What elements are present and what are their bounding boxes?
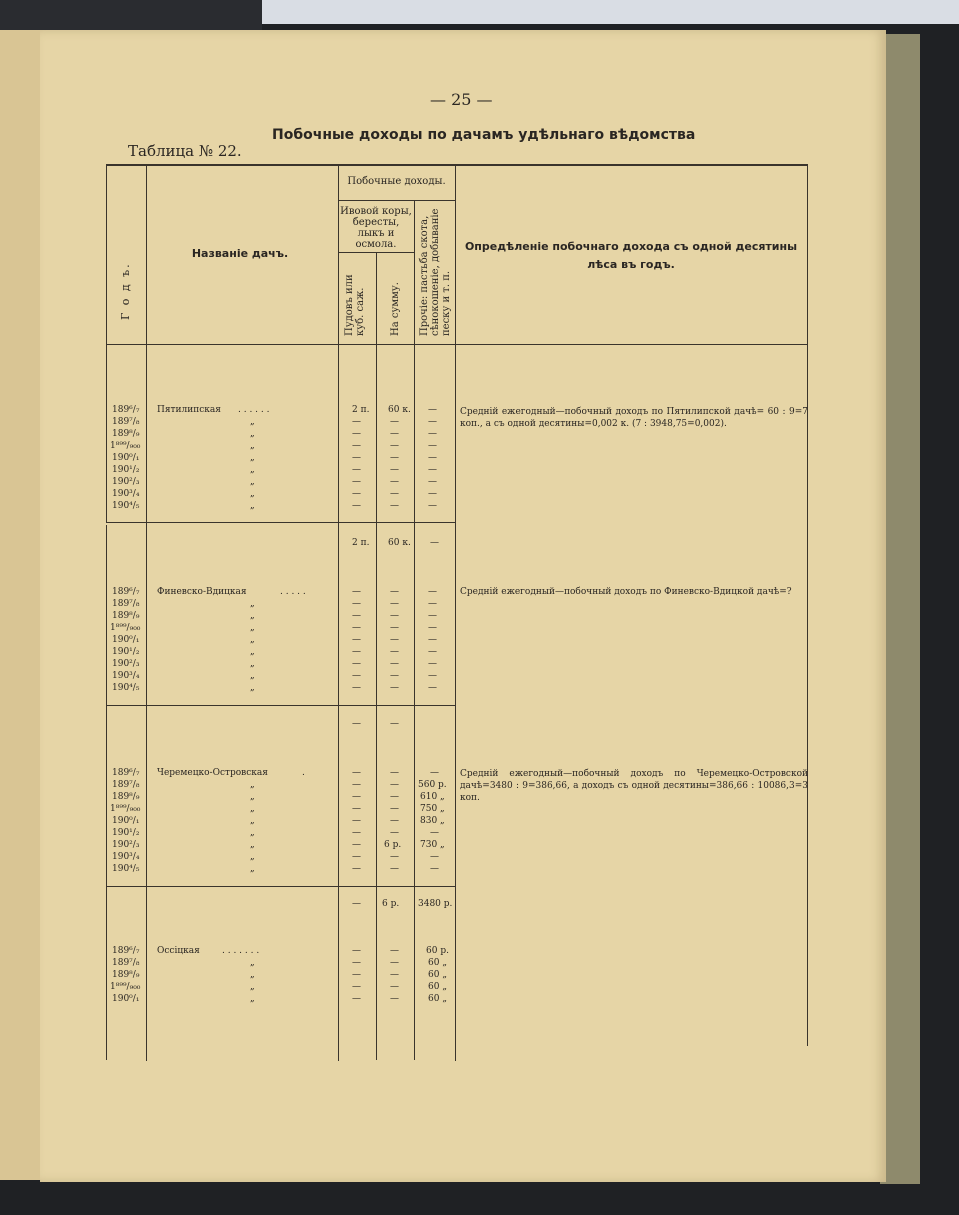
puds-cell: —	[352, 994, 361, 1004]
year-cell: 189⁸/₉	[112, 970, 140, 980]
section-1-name: Пятилипская	[157, 405, 221, 415]
ditto-mark: „	[250, 453, 255, 463]
puds-cell: —	[352, 768, 361, 778]
section-1-note: Средній ежегодный—побочный доходъ по Пятилипской дачѣ= 60 : 9=7 коп., а съ одной десятины=0,002 к. (7 : 3948,75=0,002).	[460, 407, 808, 429]
sum-cell: —	[390, 599, 399, 609]
section-4-total-puds: —	[352, 899, 361, 909]
page-title: Побочные доходы по дачамъ удѣльнаго вѣдомства	[272, 127, 696, 143]
sum-cell: —	[390, 683, 399, 693]
sum-cell: —	[390, 489, 399, 499]
col-puds-divider	[376, 252, 377, 1060]
table-right-border	[807, 166, 808, 1046]
year-cell: 1⁸⁹⁹/₉₀₀	[110, 623, 141, 633]
ditto-mark: „	[250, 982, 255, 992]
section-divider-2	[106, 705, 456, 706]
table-left-border-lower	[106, 525, 107, 1060]
other-cell: —	[428, 587, 437, 597]
puds-cell: —	[352, 671, 361, 681]
sum-cell: —	[390, 659, 399, 669]
ditto-mark: „	[250, 489, 255, 499]
year-cell: 190⁰/₁	[112, 453, 140, 463]
year-cell: 189⁷/₈	[112, 780, 140, 790]
other-cell: 750 „	[420, 804, 445, 814]
puds-cell: —	[352, 417, 361, 427]
year-cell: 190¹/₂	[112, 828, 140, 838]
year-cell: 190³/₄	[112, 852, 140, 862]
col-year-divider	[146, 166, 147, 1061]
sum-cell: —	[390, 441, 399, 451]
other-cell: —	[428, 453, 437, 463]
ditto-mark: „	[250, 647, 255, 657]
other-cell: —	[428, 405, 437, 415]
section-4-name-dots: . . . . . . .	[222, 946, 260, 956]
puds-cell: —	[352, 816, 361, 826]
other-cell: —	[428, 623, 437, 633]
year-cell: 190¹/₂	[112, 465, 140, 475]
side-income-header: Побочные доходы.	[347, 176, 446, 187]
year-cell: 189⁷/₈	[112, 599, 140, 609]
puds-cell: —	[352, 970, 361, 980]
section-4-total-other: 3480 р.	[418, 899, 453, 909]
year-cell: 190⁰/₁	[112, 994, 140, 1004]
other-cell: 60 „	[428, 994, 447, 1004]
scan-background-light	[262, 0, 959, 24]
other-cell: —	[428, 611, 437, 621]
other-cell: 830 „	[420, 816, 445, 826]
year-cell: 190⁴/₅	[112, 864, 140, 874]
sum-cell: —	[390, 852, 399, 862]
scan-background	[0, 0, 262, 32]
section-2-note: Средній ежегодный—побочный доходъ по Финевско-Вдицкой дачѣ=?	[460, 587, 792, 597]
year-cell: 1⁸⁹⁹/₉₀₀	[110, 441, 141, 451]
year-cell: 1⁸⁹⁹/₉₀₀	[110, 804, 141, 814]
year-cell: 190³/₄	[112, 671, 140, 681]
section-2-total-puds: 2 п.	[352, 538, 370, 548]
ditto-mark: „	[250, 623, 255, 633]
puds-cell: —	[352, 623, 361, 633]
puds-cell: —	[352, 647, 361, 657]
year-cell: 189⁸/₉	[112, 611, 140, 621]
other-cell: —	[430, 768, 439, 778]
col-other-divider	[455, 166, 456, 1061]
ditto-mark: „	[250, 635, 255, 645]
other-cell: 730 „	[420, 840, 445, 850]
ditto-mark: „	[250, 804, 255, 814]
ditto-mark: „	[250, 659, 255, 669]
ditto-mark: „	[250, 477, 255, 487]
sum-cell: —	[390, 417, 399, 427]
puds-cell: —	[352, 780, 361, 790]
year-cell: 189⁸/₉	[112, 792, 140, 802]
year-cell: 189⁶/₇	[112, 768, 140, 778]
section-2-total-sum: 60 к.	[388, 538, 411, 548]
ditto-mark: „	[250, 994, 255, 1004]
other-income-header: Прочіе: пастьба скота, сѣнокошеніе, добываніе песку и т. п.	[419, 208, 452, 336]
puds-cell: 2 п.	[352, 405, 370, 415]
other-cell: —	[428, 489, 437, 499]
puds-cell: —	[352, 635, 361, 645]
puds-cell: —	[352, 683, 361, 693]
year-cell: 189⁶/₇	[112, 946, 140, 956]
other-cell: —	[428, 599, 437, 609]
puds-cell: —	[352, 429, 361, 439]
other-cell: —	[428, 417, 437, 427]
sum-header: На сумму.	[390, 282, 401, 336]
col-sum-divider	[414, 200, 415, 1060]
sum-cell: —	[390, 477, 399, 487]
puds-cell: —	[352, 477, 361, 487]
sum-cell: —	[390, 982, 399, 992]
section-2-name: Финевско-Вдицкая	[157, 587, 247, 597]
other-cell: —	[428, 659, 437, 669]
sum-cell: —	[390, 501, 399, 511]
ditto-mark: „	[250, 501, 255, 511]
puds-cell: —	[352, 441, 361, 451]
section-3-total-puds: —	[352, 719, 361, 729]
puds-cell: —	[352, 982, 361, 992]
book-cover-edge	[880, 34, 920, 1184]
side-income-header-line	[338, 200, 455, 201]
puds-header: Пудовъ или куб. саж.	[344, 274, 366, 336]
puds-cell: —	[352, 958, 361, 968]
year-header: Г о д ъ.	[119, 262, 132, 320]
other-cell: 610 „	[420, 792, 445, 802]
sum-cell: —	[390, 465, 399, 475]
year-cell: 190⁰/₁	[112, 635, 140, 645]
puds-cell: —	[352, 599, 361, 609]
year-cell: 190¹/₂	[112, 647, 140, 657]
year-cell: 1⁸⁹⁹/₉₀₀	[110, 982, 141, 992]
section-3-total-sum: —	[390, 719, 399, 729]
sum-cell: —	[390, 792, 399, 802]
year-cell: 189⁸/₉	[112, 429, 140, 439]
bark-header-line	[338, 252, 414, 253]
year-cell: 189⁶/₇	[112, 587, 140, 597]
other-cell: —	[428, 441, 437, 451]
sum-cell: —	[390, 768, 399, 778]
puds-cell: —	[352, 946, 361, 956]
ditto-mark: „	[250, 671, 255, 681]
year-cell: 190²/₃	[112, 840, 140, 850]
puds-cell: —	[352, 864, 361, 874]
ditto-mark: „	[250, 828, 255, 838]
other-cell: —	[430, 828, 439, 838]
puds-cell: —	[352, 804, 361, 814]
puds-cell: —	[352, 852, 361, 862]
page-number: — 25 —	[430, 90, 493, 109]
other-cell: —	[428, 501, 437, 511]
section-divider-1	[106, 522, 456, 523]
other-cell: 60 „	[428, 958, 447, 968]
sum-cell: —	[390, 946, 399, 956]
sum-cell: —	[390, 671, 399, 681]
year-cell: 190³/₄	[112, 489, 140, 499]
puds-cell: —	[352, 489, 361, 499]
definition-header: Опредѣленіе побочнаго дохода съ одной десятины лѣса въ годъ.	[464, 240, 798, 271]
table-top-border	[106, 164, 808, 166]
sum-cell: —	[390, 453, 399, 463]
section-3-note: Средній ежегодный—побочный доходъ по Черемецко-Островской дачѣ=3480 : 9=386,66, а доходъ съ одной десятины=386,66 : 10086,3=3 коп.	[460, 769, 808, 803]
sum-cell: —	[390, 970, 399, 980]
section-3-name-dots: .	[302, 768, 305, 778]
table-label: Таблица № 22.	[128, 142, 242, 160]
ditto-mark: „	[250, 852, 255, 862]
puds-cell: —	[352, 501, 361, 511]
sum-cell: —	[390, 635, 399, 645]
year-cell: 190⁴/₅	[112, 683, 140, 693]
year-cell: 190⁴/₅	[112, 501, 140, 511]
header-bottom-line	[106, 344, 808, 345]
other-cell: 60 р.	[426, 946, 449, 956]
ditto-mark: „	[250, 958, 255, 968]
ditto-mark: „	[250, 465, 255, 475]
sum-cell: 6 р.	[384, 840, 402, 850]
other-cell: —	[428, 683, 437, 693]
sum-cell: —	[390, 804, 399, 814]
other-cell: —	[428, 647, 437, 657]
ditto-mark: „	[250, 441, 255, 451]
sum-cell: —	[390, 828, 399, 838]
sum-cell: —	[390, 780, 399, 790]
other-cell: 560 р.	[418, 780, 447, 790]
year-cell: 190²/₃	[112, 477, 140, 487]
sum-cell: —	[390, 623, 399, 633]
other-cell: —	[428, 465, 437, 475]
sum-cell: —	[390, 958, 399, 968]
ditto-mark: „	[250, 429, 255, 439]
year-cell: 189⁷/₈	[112, 417, 140, 427]
puds-cell: —	[352, 453, 361, 463]
puds-cell: —	[352, 611, 361, 621]
section-4-name: Оссіцкая	[157, 946, 200, 956]
bark-header: Ивовой коры, бересты, лыкъ и осмола.	[340, 206, 412, 250]
sum-cell: —	[390, 994, 399, 1004]
puds-cell: —	[352, 659, 361, 669]
ditto-mark: „	[250, 599, 255, 609]
sum-cell: —	[390, 816, 399, 826]
ditto-mark: „	[250, 864, 255, 874]
other-cell: —	[428, 477, 437, 487]
other-cell: —	[428, 429, 437, 439]
document-page	[40, 30, 886, 1182]
ditto-mark: „	[250, 417, 255, 427]
section-3-name: Черемецко-Островская	[157, 768, 268, 778]
section-2-name-dots: . . . . .	[280, 587, 306, 597]
col-name-divider	[338, 166, 339, 1061]
dacha-name-header: Названіе дачъ.	[191, 247, 289, 260]
sum-cell: 60 к.	[388, 405, 411, 415]
year-cell: 190⁰/₁	[112, 816, 140, 826]
puds-cell: —	[352, 828, 361, 838]
ditto-mark: „	[250, 816, 255, 826]
other-cell: 60 „	[428, 970, 447, 980]
ditto-mark: „	[250, 792, 255, 802]
year-cell: 189⁷/₈	[112, 958, 140, 968]
other-cell: —	[430, 852, 439, 862]
sum-cell: —	[390, 587, 399, 597]
sum-cell: —	[390, 864, 399, 874]
puds-cell: —	[352, 587, 361, 597]
previous-page-edge	[0, 30, 40, 1180]
other-cell: —	[428, 671, 437, 681]
ditto-mark: „	[250, 780, 255, 790]
puds-cell: —	[352, 792, 361, 802]
section-2-total-other: —	[430, 538, 439, 548]
sum-cell: —	[390, 611, 399, 621]
year-cell: 190²/₃	[112, 659, 140, 669]
ditto-mark: „	[250, 840, 255, 850]
other-cell: —	[430, 864, 439, 874]
other-cell: 60 „	[428, 982, 447, 992]
other-cell: —	[428, 635, 437, 645]
section-divider-3	[106, 886, 456, 887]
sum-cell: —	[390, 647, 399, 657]
year-cell: 189⁶/₇	[112, 405, 140, 415]
puds-cell: —	[352, 465, 361, 475]
puds-cell: —	[352, 840, 361, 850]
sum-cell: —	[390, 429, 399, 439]
section-4-total-sum: 6 р.	[382, 899, 400, 909]
ditto-mark: „	[250, 970, 255, 980]
ditto-mark: „	[250, 611, 255, 621]
section-1-name-dots: . . . . . .	[238, 405, 270, 415]
ditto-mark: „	[250, 683, 255, 693]
